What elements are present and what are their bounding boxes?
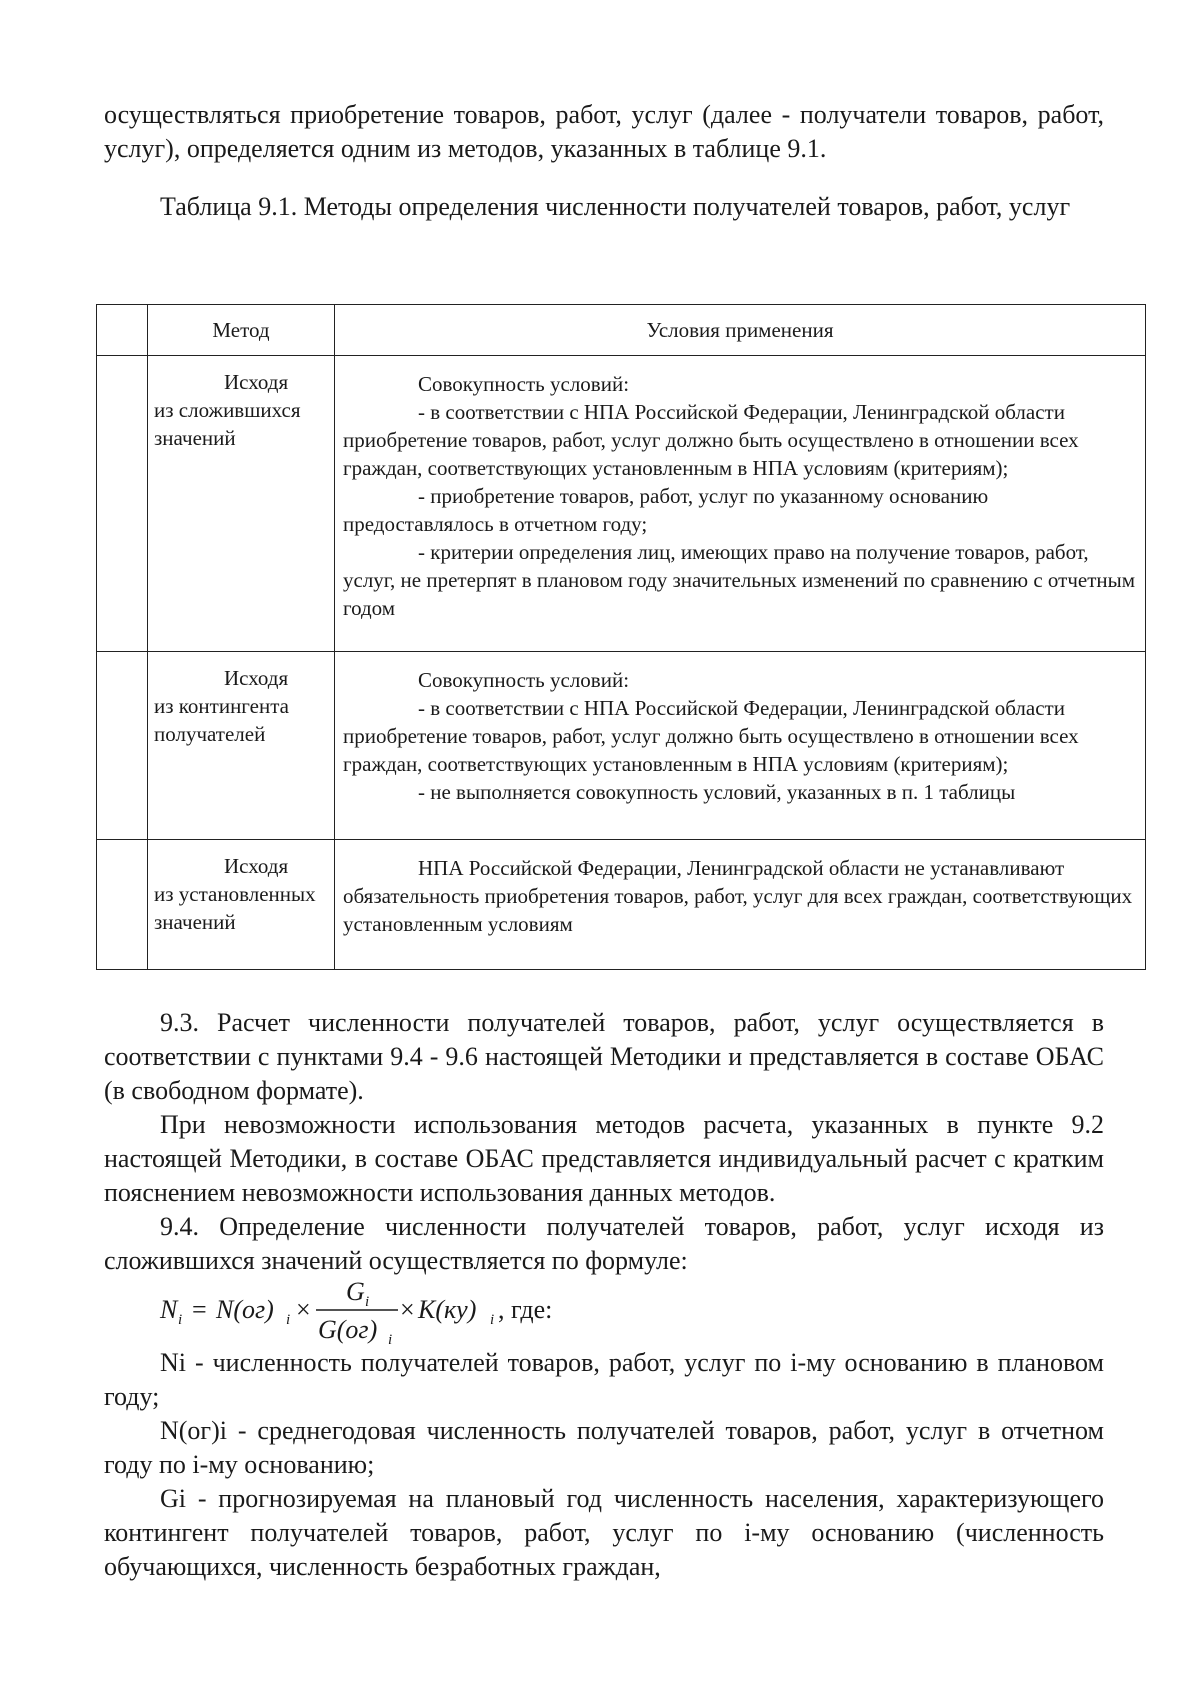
paragraph-9-3: 9.3. Расчет численности получателей товаров, работ, услуг осуществляется в соответствии с пунктами 9.4 - 9.6 настоящей Методики и представляется в составе ОБАС (в свободном формате). <box>104 1008 1104 1105</box>
paragraph-gi: Gi - прогнозируемая на плановый год численность населения, характеризующего контингент получателей товаров, работ, услуг по i-му основанию (численность обучающихся, численность безработных граждан, <box>104 1484 1104 1581</box>
table-header-row <box>97 305 1146 356</box>
paragraph-ni: Ni - численность получателей товаров, работ, услуг по i-му основанию в плановом году; <box>104 1348 1104 1411</box>
row-number <box>97 356 148 652</box>
method-rest: из контингента получателей <box>154 694 289 746</box>
formula <box>160 1276 760 1346</box>
condition-item: - приобретение товаров, работ, услуг по указанному основанию предоставлялось в отчетном году; <box>343 484 989 536</box>
condition-item: - в соответствии с НПА Российской Федерации, Ленинградской области приобретение товаров, работ, услуг должно быть осуществлено в отношении всех граждан, соответствующих установленным в НПА условиям (критериям); <box>343 400 1079 480</box>
formula-tail: , где: <box>498 1295 553 1324</box>
conditions-cell <box>335 356 1146 652</box>
table-row <box>97 652 1146 840</box>
formula-t1: N(ог) <box>216 1295 274 1324</box>
conditions-head: Совокупность условий: <box>418 372 630 396</box>
paragraph-nogi: N(ог)i - среднегодовая численность получателей товаров, работ, услуг в отчетном году по i-му основанию; <box>104 1416 1104 1479</box>
row-number <box>97 840 148 970</box>
formula-num: G <box>346 1277 365 1306</box>
method-cell <box>148 356 335 652</box>
condition-item: - в соответствии с НПА Российской Федерации, Ленинградской области приобретение товаров, работ, услуг должно быть осуществлено в отношении всех граждан, соответствующих установленным в НПА условиям (критериям); <box>343 696 1079 776</box>
method-line1: Исходя <box>224 370 289 394</box>
formula-t3-sub: i <box>490 1312 495 1328</box>
formula-eq: = <box>192 1295 207 1324</box>
header-method: Метод <box>148 305 335 356</box>
formula-times-1: × <box>296 1295 311 1324</box>
method-rest: из установленных значений <box>154 882 316 934</box>
paragraph-9-4: 9.4. Определение численности получателей товаров, работ, услуг исходя из сложившихся значений осуществляется по формуле: <box>104 1212 1104 1275</box>
row-number <box>97 652 148 840</box>
paragraph-impossible: При невозможности использования методов расчета, указанных в пункте 9.2 настоящей Методики, в составе ОБАС представляется индивидуальный расчет с кратким пояснением невозможности использования данных методов. <box>104 1110 1104 1207</box>
formula-t3: K(ку) <box>418 1295 477 1324</box>
table-row <box>97 840 1146 970</box>
method-rest: из сложившихся значений <box>154 398 301 450</box>
condition-item: НПА Российской Федерации, Ленинградской области не устанавливают обязательность приобретения товаров, работ, услуг для всех граждан, соответствующих установленным условиям <box>343 856 1133 936</box>
method-cell <box>148 652 335 840</box>
formula-t1-sub: i <box>286 1312 291 1328</box>
condition-item: - не выполняется совокупность условий, указанных в п. 1 таблицы <box>418 780 1016 804</box>
header-number <box>97 305 148 356</box>
conditions-head: Совокупность условий: <box>418 668 630 692</box>
formula-svg <box>160 1276 760 1346</box>
intro-paragraph: осуществляться приобретение товаров, работ, услуг (далее - получатели товаров, работ, услуг), определяется одним из методов, указанных в таблице 9.1. <box>104 100 1104 163</box>
formula-times-2: × <box>400 1295 415 1324</box>
conditions-cell <box>335 840 1146 970</box>
condition-item: - критерии определения лиц, имеющих право на получение товаров, работ, услуг, не претерпят в плановом году значительных изменений по сравнению с отчетным годом <box>343 540 1136 620</box>
formula-num-sub: i <box>365 1294 370 1310</box>
table-row <box>97 356 1146 652</box>
table-caption: Таблица 9.1. Методы определения численности получателей товаров, работ, услуг <box>160 192 1071 221</box>
method-cell <box>148 840 335 970</box>
method-line1: Исходя <box>224 854 289 878</box>
formula-den: G(ог) <box>318 1315 378 1344</box>
formula-lhs-sub: i <box>178 1312 183 1328</box>
method-line1: Исходя <box>224 666 289 690</box>
conditions-cell <box>335 652 1146 840</box>
methods-table <box>96 304 1146 970</box>
header-conditions: Условия применения <box>335 305 1146 356</box>
formula-lhs: N <box>160 1295 178 1324</box>
formula-den-sub: i <box>388 1332 393 1348</box>
